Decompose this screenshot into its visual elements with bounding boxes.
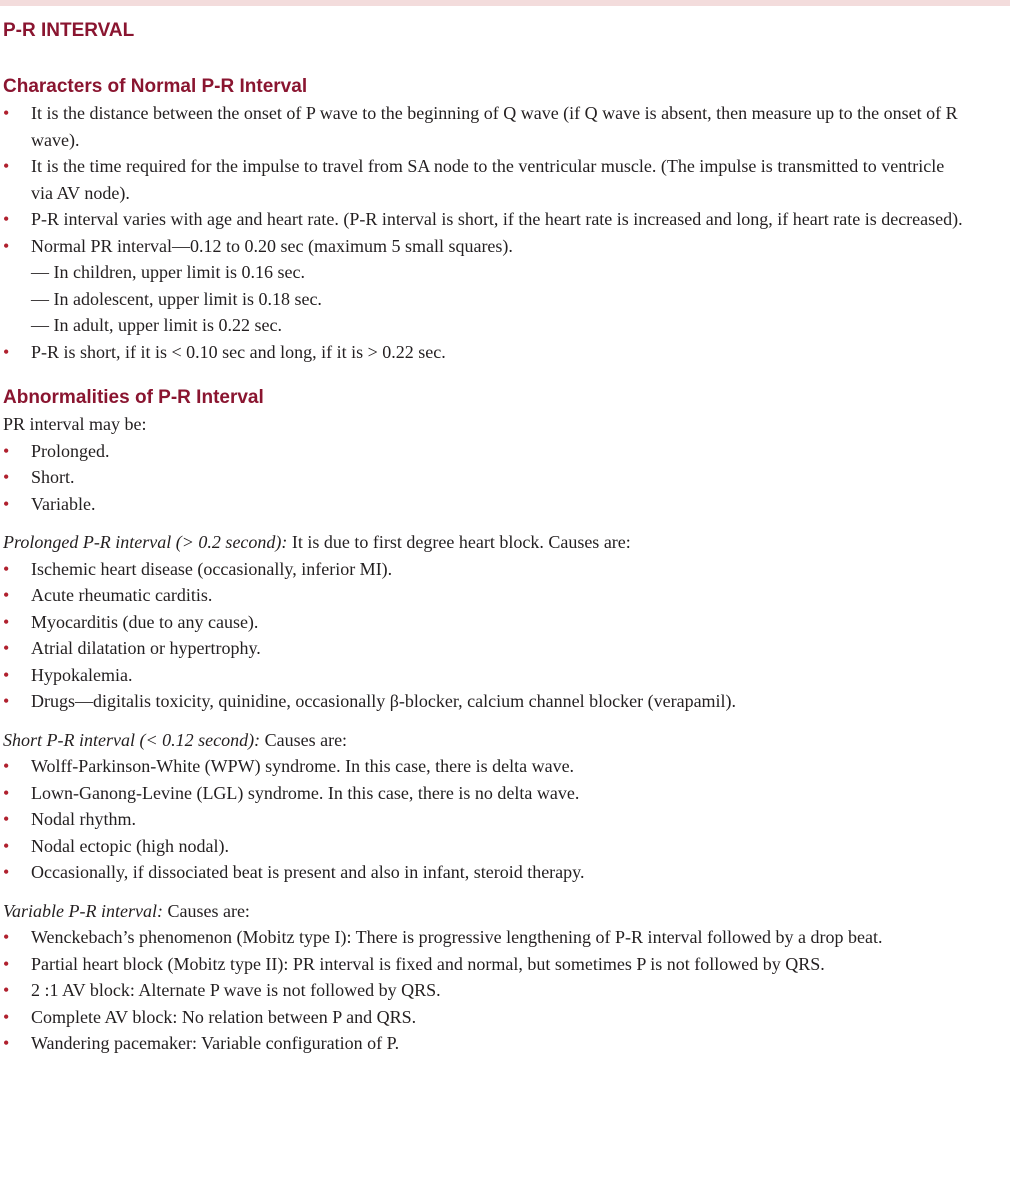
spacer (3, 886, 968, 898)
list-item-text: Nodal rhythm. (31, 809, 136, 829)
list-item (3, 859, 968, 886)
intro-text: PR interval may be: (3, 414, 147, 434)
list-item-text: Wenckebach’s phenomenon (Mobitz type I): There is progressive lengthening of P-R interval followed by a drop beat. (31, 927, 883, 947)
section-normal-body (3, 100, 968, 365)
list-item-text: 2 :1 AV block: Alternate P wave is not followed by QRS. (31, 980, 441, 1000)
list-item (3, 780, 968, 807)
bullet-icon: • (3, 664, 10, 685)
document-page (3, 18, 968, 1057)
bullet-icon: • (3, 691, 10, 711)
bullet-icon: • (3, 1006, 10, 1027)
list-item-text: Nodal ectopic (high nodal). (31, 835, 229, 856)
prolonged-causes-list (3, 556, 968, 715)
list-item (3, 464, 968, 491)
list-item (3, 233, 968, 260)
bullet-icon: • (3, 585, 10, 605)
list-item (3, 806, 968, 833)
list-item (3, 1030, 968, 1057)
list-item-text: Occasionally, if dissociated beat is present and also in infant, steroid therapy. (31, 862, 585, 882)
list-item-text: Normal PR interval—0.12 to 0.20 sec (maximum 5 small squares). (31, 235, 513, 256)
list-item-text: Myocarditis (due to any cause). (31, 611, 259, 632)
list-item-text: Lown-Ganong-Levine (LGL) syndrome. In this case, there is no delta wave. (31, 782, 580, 803)
list-item (3, 582, 968, 609)
bullet-icon: • (3, 953, 10, 974)
list-item-text: It is the time required for the impulse to travel from SA node to the ventricular muscle. (The impulse is transmitted to ventricle via AV node). (31, 156, 945, 203)
bullet-icon: • (3, 782, 10, 803)
list-item (3, 951, 968, 978)
list-item (3, 977, 968, 1004)
bullet-icon: • (3, 156, 10, 176)
short-text: Causes are: (260, 729, 348, 750)
list-item (3, 609, 968, 636)
prolonged-intro (3, 529, 968, 556)
list-item (3, 100, 968, 153)
list-item (3, 491, 968, 518)
sub-item: — In children, upper limit is 0.16 sec. (31, 262, 305, 282)
list-item-text: Variable. (31, 493, 96, 514)
top-color-strip (0, 0, 1010, 6)
list-item-text: Partial heart block (Mobitz type II): PR interval is fixed and normal, but sometimes P is not followed by QRS. (31, 953, 825, 974)
prolonged-text: It is due to first degree heart block. Causes are: (287, 532, 631, 552)
bullet-icon: • (3, 209, 10, 229)
bullet-icon: • (3, 611, 10, 632)
bullet-icon: • (3, 341, 10, 362)
bullet-icon: • (3, 558, 10, 579)
pr-types-list (3, 438, 968, 518)
bullet-icon: • (3, 103, 10, 123)
list-item (3, 1004, 968, 1031)
list-item (3, 688, 968, 715)
variable-label: Variable P-R interval: (3, 900, 163, 921)
list-item (3, 339, 968, 366)
list-item-text: Prolonged. (31, 440, 110, 461)
list-item (3, 556, 968, 583)
sub-item: — In adolescent, upper limit is 0.18 sec. (31, 288, 322, 309)
bullet-icon: • (3, 835, 10, 856)
list-item-text: Wolff-Parkinson-White (WPW) syndrome. In this case, there is delta wave. (31, 756, 575, 776)
list-item (3, 206, 968, 233)
list-item (3, 833, 968, 860)
bullet-icon: • (3, 467, 10, 487)
bullet-icon: • (3, 809, 10, 829)
bullet-icon: • (3, 862, 10, 882)
list-item-text: Atrial dilatation or hypertrophy. (31, 638, 261, 658)
list-item-text: Complete AV block: No relation between P and QRS. (31, 1006, 417, 1027)
bullet-icon: • (3, 638, 10, 658)
variable-causes-list (3, 924, 968, 1057)
section-heading-abnormal: Abnormalities of P-R Interval (3, 387, 264, 408)
short-intro (3, 727, 968, 754)
list-item (3, 153, 968, 206)
list-item (3, 635, 968, 662)
list-item (3, 438, 968, 465)
bullet-icon: • (3, 980, 10, 1000)
bullet-icon: • (3, 927, 10, 947)
list-item-text: It is the distance between the onset of P wave to the beginning of Q wave (if Q wave is absent, then measure up to the onset of R wave). (31, 103, 958, 150)
section-abnormal-body (3, 411, 968, 1057)
list-item (3, 753, 968, 780)
list-item (3, 924, 968, 951)
list-item-text: Ischemic heart disease (occasionally, inferior MI). (31, 558, 393, 579)
list-item-text: Short. (31, 467, 75, 487)
bullet-icon: • (3, 440, 10, 461)
bullet-icon: • (3, 756, 10, 776)
list-item-text: Drugs—digitalis toxicity, quinidine, occasionally β-blocker, calcium channel blocker (verapamil). (31, 691, 737, 711)
list-item-text: Hypokalemia. (31, 664, 133, 685)
list-item (3, 662, 968, 689)
prolonged-label: Prolonged P-R interval (> 0.2 second): (3, 532, 288, 552)
page-title: P-R INTERVAL (3, 20, 135, 41)
sub-item: — In adult, upper limit is 0.22 sec. (31, 315, 282, 335)
bullet-icon: • (3, 493, 10, 514)
short-causes-list (3, 753, 968, 886)
list-item-text: Acute rheumatic carditis. (31, 585, 213, 605)
variable-intro (3, 898, 968, 925)
normal-pr-list-end (3, 339, 968, 366)
list-item-text: P-R interval varies with age and heart rate. (P-R interval is short, if the heart rate is increased and long, if heart rate is decreased). (31, 209, 963, 229)
section-heading-normal: Characters of Normal P-R Interval (3, 76, 308, 97)
list-item-text: Wandering pacemaker: Variable configuration of P. (31, 1033, 400, 1053)
bullet-icon: • (3, 1033, 10, 1053)
bullet-icon: • (3, 235, 10, 256)
normal-pr-list (3, 100, 968, 259)
spacer (3, 715, 968, 727)
spacer (3, 517, 968, 529)
variable-text: Causes are: (162, 900, 250, 921)
list-item-text: P-R is short, if it is < 0.10 sec and long, if it is > 0.22 sec. (31, 341, 446, 362)
short-label: Short P-R interval (< 0.12 second): (3, 729, 261, 750)
